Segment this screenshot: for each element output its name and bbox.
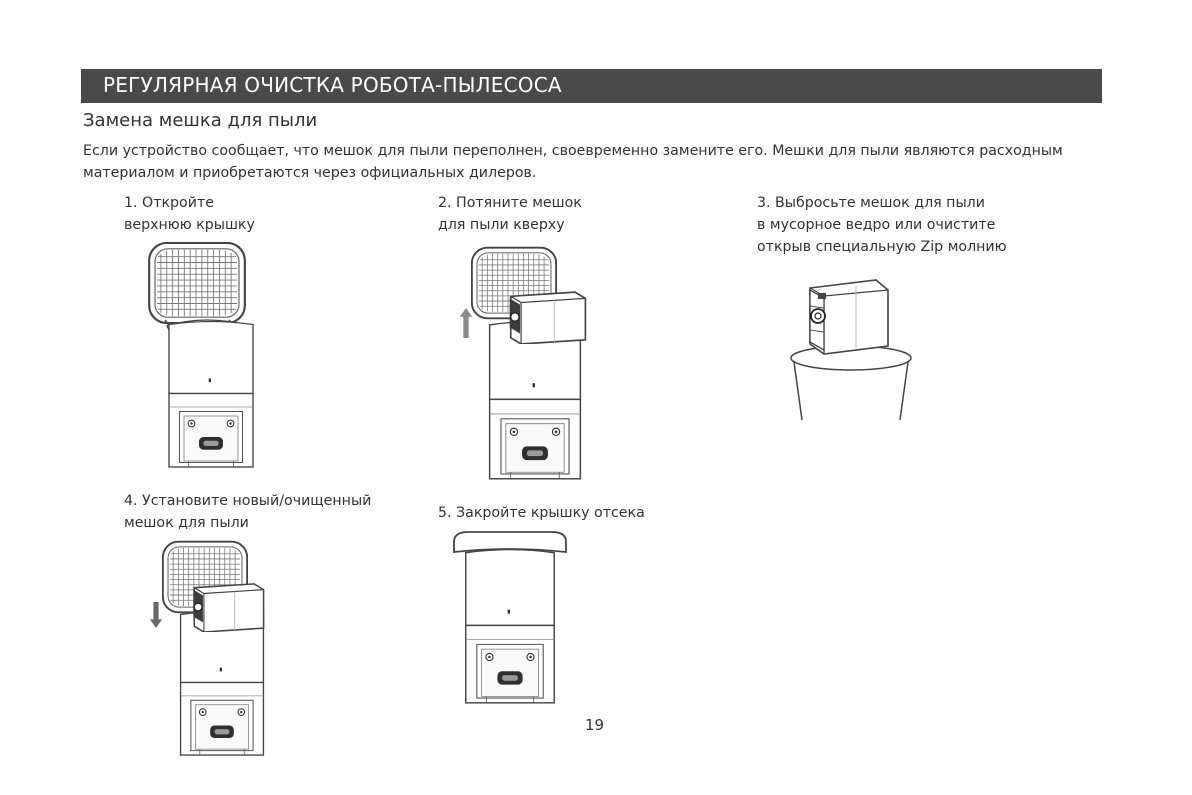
station-bag-up-icon (455, 246, 595, 486)
station-bag-down-icon (146, 540, 276, 762)
step-2-line-1: 2. Потяните мешок (438, 195, 582, 211)
step-2-line-2: для пыли кверху (438, 217, 565, 233)
page-number: 19 (585, 716, 605, 734)
step-4-line-1: 4. Установите новый/очищенный (124, 493, 372, 509)
arrow-up-icon (460, 308, 472, 338)
station-closed-icon (450, 530, 570, 708)
intro-paragraph: Если устройство сообщает, что мешок для пыли переполнен, своевременно замените его. Мешки для пыли являются расходным материалом и приобретаются через официальных дилеров. (83, 143, 1063, 181)
bag-over-bin-icon (788, 278, 916, 424)
step-1-line-1: 1. Откройте (124, 195, 214, 211)
step-5-caption (438, 502, 645, 524)
step-4-caption (124, 490, 371, 534)
section-title-bar (81, 69, 1102, 103)
step-1-caption (124, 192, 255, 236)
arrow-down-icon (150, 602, 162, 628)
step-3-caption (757, 192, 1007, 258)
step-2-caption (438, 192, 582, 236)
step-5-line-1: 5. Закройте крышку отсека (438, 505, 645, 521)
section-subtitle: Замена мешка для пыли (83, 110, 318, 131)
step-3-line-2: в мусорное ведро или очистите (757, 217, 996, 233)
page-title: РЕГУЛЯРНАЯ ОЧИСТКА РОБОТА-ПЫЛЕСОСА (103, 73, 562, 97)
station-open-lid-icon (145, 242, 270, 474)
step-3-line-3: открыв специальную Zip молнию (757, 239, 1007, 255)
step-3-line-1: 3. Выбросьте мешок для пыли (757, 195, 985, 211)
step-1-line-2: верхнюю крышку (124, 217, 255, 233)
step-4-line-2: мешок для пыли (124, 515, 249, 531)
